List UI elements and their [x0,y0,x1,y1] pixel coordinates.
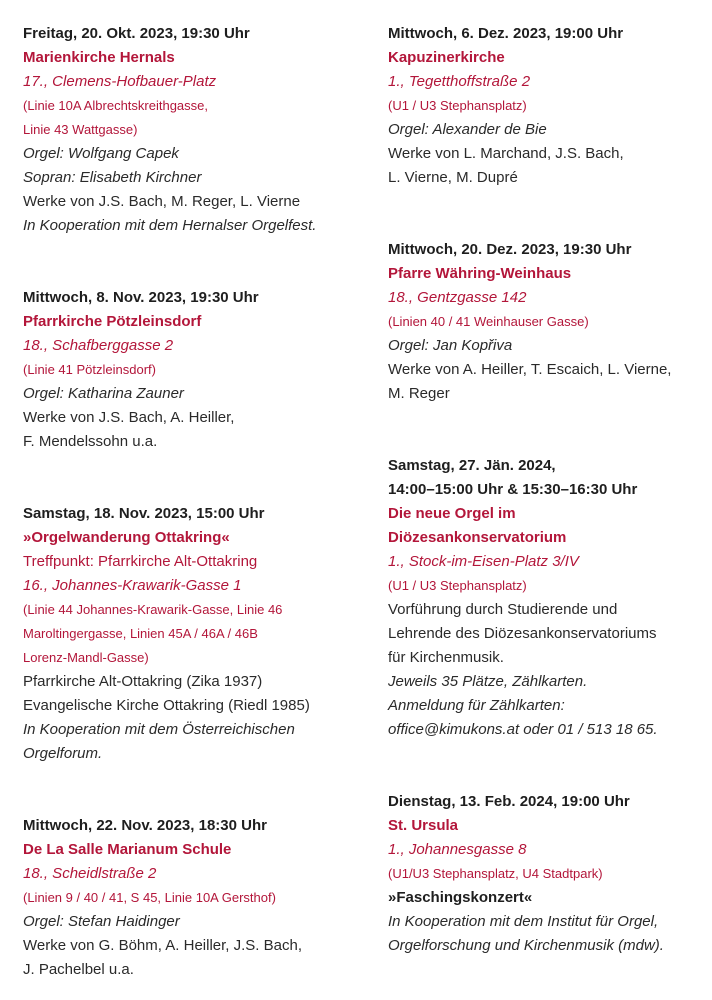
event-performer: Orgel: Alexander de Bie [388,121,547,138]
left-column [23,22,363,982]
event-time-range: 14:00–15:00 Uhr & 15:30–16:30 Uhr [388,481,638,498]
event-venue: Die neue Orgel im [388,505,516,522]
event-note: Anmeldung für Zählkarten: [388,697,565,714]
event-address: 16., Johannes-Krawarik-Gasse 1 [23,577,242,594]
event-works: J. Pachelbel u.a. [23,961,134,978]
event-entry [388,22,706,190]
event-date: Mittwoch, 22. Nov. 2023, 18:30 Uhr [23,817,267,834]
event-works: Werke von L. Marchand, J.S. Bach, [388,145,624,162]
event-works: Pfarrkirche Alt-Ottakring (Zika 1937) [23,673,263,690]
event-transit: (Linie 10A Albrechtskreithgasse, [23,98,208,113]
event-note: In Kooperation mit dem Hernalser Orgelfest. [23,217,317,234]
event-address: 1., Johannesgasse 8 [388,841,527,858]
event-transit: (U1 / U3 Stephansplatz) [388,578,527,593]
event-note: In Kooperation mit dem Österreichischen [23,721,295,738]
event-venue: De La Salle Marianum Schule [23,841,232,858]
event-note: office@kimukons.at oder 01 / 513 18 65. [388,721,658,738]
event-venue: Kapuzinerkirche [388,49,505,66]
event-note: Orgelforum. [23,745,103,762]
event-works: M. Reger [388,385,450,402]
event-date: Dienstag, 13. Feb. 2024, 19:00 Uhr [388,793,630,810]
event-entry [23,22,363,238]
event-note: In Kooperation mit dem Institut für Orgel, [388,913,659,930]
event-works: Lehrende des Diözesankonservatoriums [388,625,657,642]
event-transit: Maroltingergasse, Linien 45A / 46A / 46B [23,626,258,641]
event-entry [23,286,363,454]
event-meeting-point: Treffpunkt: Pfarrkirche Alt-Ottakring [23,553,258,570]
event-venue: Pfarre Währing-Weinhaus [388,265,572,282]
event-venue: »Orgelwanderung Ottakring« [23,529,230,546]
event-date: Samstag, 27. Jän. 2024, [388,457,556,474]
right-column [388,22,706,958]
event-address: 1., Stock-im-Eisen-Platz 3/IV [388,553,579,570]
event-transit: (Linie 41 Pötzleinsdorf) [23,362,156,377]
event-performer: Orgel: Katharina Zauner [23,385,184,402]
event-works: Werke von J.S. Bach, M. Reger, L. Vierne [23,193,301,210]
event-date: Mittwoch, 20. Dez. 2023, 19:30 Uhr [388,241,632,258]
event-transit: (Linie 44 Johannes-Krawarik-Gasse, Linie 46 [23,602,283,617]
event-date: Freitag, 20. Okt. 2023, 19:30 Uhr [23,25,250,42]
event-works: für Kirchenmusik. [388,649,504,666]
event-transit: Lorenz-Mandl-Gasse) [23,650,149,665]
event-address: 1., Tegetthoffstraße 2 [388,73,531,90]
event-transit: (Linien 40 / 41 Weinhauser Gasse) [388,314,589,329]
event-entry [23,814,363,982]
event-performer: Orgel: Stefan Haidinger [23,913,180,930]
event-works: Vorführung durch Studierende und [388,601,618,618]
event-works: F. Mendelssohn u.a. [23,433,158,450]
event-date: Mittwoch, 6. Dez. 2023, 19:00 Uhr [388,25,624,42]
event-works: Werke von A. Heiller, T. Escaich, L. Vierne, [388,361,672,378]
event-address: 17., Clemens-Hofbauer-Platz [23,73,217,90]
event-entry [23,502,363,766]
event-performer: Sopran: Elisabeth Kirchner [23,169,202,186]
event-transit: Linie 43 Wattgasse) [23,122,138,137]
event-performer: Orgel: Wolfgang Capek [23,145,179,162]
event-performer: Orgel: Jan Kopřiva [388,337,513,354]
event-transit: (U1 / U3 Stephansplatz) [388,98,527,113]
event-address: 18., Gentzgasse 142 [388,289,527,306]
event-venue: Marienkirche Hernals [23,49,175,66]
event-note: Jeweils 35 Plätze, Zählkarten. [388,673,588,690]
event-address: 18., Schafberggasse 2 [23,337,174,354]
event-transit: (Linien 9 / 40 / 41, S 45, Linie 10A Gersthof) [23,890,276,905]
event-entry [388,238,706,406]
event-address: 18., Scheidlstraße 2 [23,865,157,882]
event-venue: St. Ursula [388,817,459,834]
event-date: Mittwoch, 8. Nov. 2023, 19:30 Uhr [23,289,259,306]
event-note: Orgelforschung und Kirchenmusik (mdw). [388,937,664,954]
event-venue: Diözesankonservatorium [388,529,567,546]
event-transit: (U1/U3 Stephansplatz, U4 Stadtpark) [388,866,603,881]
event-works: Evangelische Kirche Ottakring (Riedl 1985) [23,697,310,714]
event-entry [388,790,706,958]
event-venue: Pfarrkirche Pötzleinsdorf [23,313,202,330]
event-works: L. Vierne, M. Dupré [388,169,518,186]
event-title: »Faschingskonzert« [388,889,533,906]
event-date: Samstag, 18. Nov. 2023, 15:00 Uhr [23,505,265,522]
event-entry [388,454,706,742]
event-works: Werke von J.S. Bach, A. Heiller, [23,409,235,426]
event-works: Werke von G. Böhm, A. Heiller, J.S. Bach, [23,937,303,954]
